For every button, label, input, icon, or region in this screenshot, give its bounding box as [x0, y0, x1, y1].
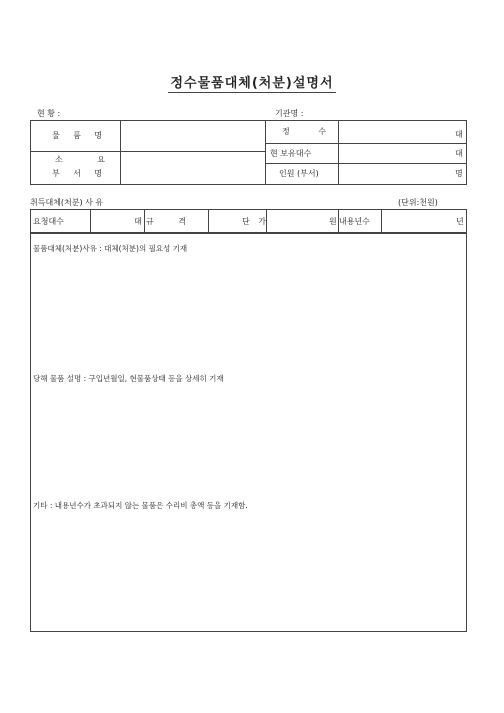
item-name-field[interactable] [121, 121, 264, 150]
staff-label: 인원 (부서) [279, 169, 319, 178]
current-holdings-unit: 대 [455, 149, 463, 158]
acquisition-reason-label: 취득대체(처분) 사 유 [30, 198, 104, 207]
unit-price-field[interactable] [267, 210, 329, 232]
lifespan-field[interactable] [382, 210, 454, 232]
item-name-label: 물 품 명 [52, 131, 102, 140]
lifespan-unit: 년 [456, 217, 464, 226]
agency-label: 기관명 : [275, 109, 304, 118]
explanation-box[interactable] [30, 233, 467, 632]
staff-field[interactable] [339, 164, 451, 184]
fixed-count-field[interactable] [339, 121, 451, 142]
lifespan-label: 내용년수 [339, 217, 370, 226]
unit-price-unit: 원 [329, 217, 337, 226]
required-dept-label-bottom: 부 서 명 [52, 169, 102, 178]
unit-note: (단위:천원) [398, 198, 438, 207]
required-dept-field[interactable] [121, 152, 264, 184]
required-dept-label-top: 소 요 [55, 155, 105, 164]
spec-label: 규 격 [146, 217, 186, 226]
document-title: 정수물품대체(처분)설명서 [170, 76, 334, 91]
request-count-field[interactable] [91, 210, 133, 232]
request-count-unit: 대 [134, 217, 142, 226]
other-note: 기타 : 내용년수가 초과되지 않는 물품은 수리비 총액 등을 기재함. [33, 501, 248, 510]
current-status-label: 현 황 : [37, 109, 61, 118]
staff-unit: 명 [455, 169, 463, 178]
replacement-reason-note: 물품대체(처분)사유 : 대체(처분)의 필요성 기재 [33, 244, 188, 253]
current-holdings-label: 현 보유대수 [270, 149, 312, 158]
item-description-note: 당해 물품 설명 : 구입년월일, 현물품상태 등을 상세히 기재 [33, 374, 224, 383]
request-count-label: 요청대수 [33, 217, 64, 226]
fixed-count-label: 정 수 [282, 127, 326, 136]
unit-price-label: 단 가 [242, 217, 266, 226]
fixed-count-unit: 대 [455, 130, 463, 139]
current-holdings-field[interactable] [339, 144, 451, 162]
